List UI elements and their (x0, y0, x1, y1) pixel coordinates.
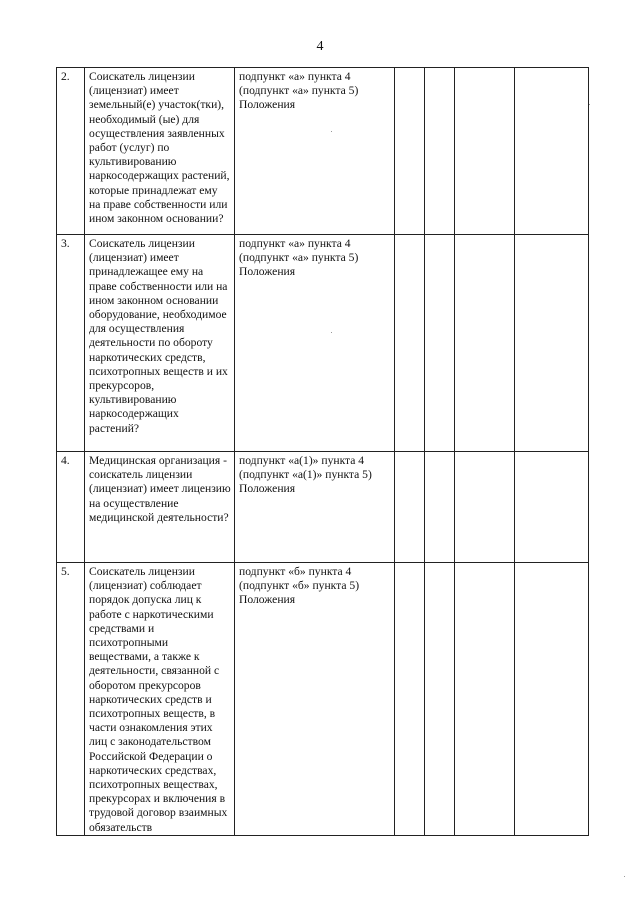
answer-cell-not-applicable (455, 68, 515, 235)
answer-cell-not-applicable (455, 452, 515, 563)
requirement-question: Медицинская организация - соискатель лицензии (лицензиат) имеет лицензию на осуществление медицинской деятельности? (85, 452, 235, 563)
scan-speck (589, 104, 590, 105)
notes-cell (515, 563, 589, 836)
legal-reference: подпункт «б» пункта 4 (подпункт «б» пункта 5) Положения (235, 563, 395, 836)
table-row (57, 235, 589, 452)
answer-cell-yes (395, 563, 425, 836)
table-row (57, 563, 589, 836)
answer-cell-yes (395, 235, 425, 452)
table-row (57, 452, 589, 563)
answer-cell-yes (395, 68, 425, 235)
requirement-question: Соискатель лицензии (лицензиат) имеет принадлежащее ему на праве собственности или на ином законном основании оборудование, необходимое для осуществления деятельности по обороту наркотических средств, психотропных веществ и их прекурсоров, культивированию наркосодержащих растений? (85, 235, 235, 452)
answer-cell-no (425, 235, 455, 452)
legal-reference: подпункт «а» пункта 4 (подпункт «а» пункта 5) Положения (235, 68, 395, 235)
requirement-question: Соискатель лицензии (лицензиат) имеет земельный(е) участок(тки), необходимый (ые) для осуществления заявленных работ (услуг) по культивированию наркосодержащих растений, которые принадлежат ему на праве собственности или ином законном основании? (85, 68, 235, 235)
answer-cell-no (425, 563, 455, 836)
checklist-table (56, 67, 589, 836)
table-row (57, 68, 589, 235)
answer-cell-no (425, 452, 455, 563)
scan-speck (331, 332, 332, 333)
answer-cell-not-applicable (455, 235, 515, 452)
notes-cell (515, 68, 589, 235)
scan-speck (331, 131, 332, 132)
legal-reference: подпункт «а(1)» пункта 4 (подпункт «а(1)» пункта 5) Положения (235, 452, 395, 563)
row-number: 2. (57, 68, 85, 235)
requirement-question: Соискатель лицензии (лицензиат) соблюдает порядок допуска лиц к работе с наркотическими средствами и психотропными веществами, а также к деятельности, связанной с оборотом прекурсоров наркотических средств и психотропных веществ, в части ознакомления этих лиц с законодательством Российской Федерации о наркотических средствах, психотропных веществах, прекурсорах и включения в трудовой договор взаимных обязательств (85, 563, 235, 836)
notes-cell (515, 235, 589, 452)
legal-reference: подпункт «а» пункта 4 (подпункт «а» пункта 5) Положения (235, 235, 395, 452)
notes-cell (515, 452, 589, 563)
row-number: 4. (57, 452, 85, 563)
answer-cell-not-applicable (455, 563, 515, 836)
answer-cell-no (425, 68, 455, 235)
page-number: 4 (316, 39, 324, 54)
row-number: 5. (57, 563, 85, 836)
answer-cell-yes (395, 452, 425, 563)
row-number: 3. (57, 235, 85, 452)
scan-speck (624, 876, 625, 877)
